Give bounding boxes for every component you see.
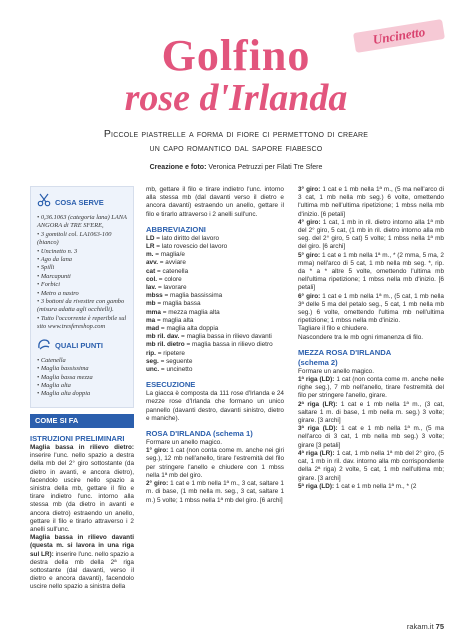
middle-column — [146, 186, 284, 505]
stitch-item: • Catenella — [37, 356, 66, 364]
abbreviation-row: avv. = avviare — [146, 259, 186, 267]
material-item: • 3 bottoni da rivestire con gambo (misura adatta agli occhielli). — [37, 298, 125, 314]
abbreviation-definition: lato rovescio del lavoro — [161, 243, 228, 251]
abbreviation-term: cat — [146, 267, 156, 275]
abbreviation-term: mad — [146, 325, 160, 333]
mezza-rosa-subheading: (schema 2) — [298, 357, 338, 367]
row-text: 1 cat e 1 mb nella 1ª m., * (2 — [334, 482, 417, 490]
subtitle — [40, 127, 432, 155]
abbreviation-row: rip. = ripetere — [146, 349, 185, 357]
abbreviation-term: mbss — [146, 292, 163, 300]
esecuzione-heading: ESECUZIONE — [146, 380, 196, 390]
row-text: 1 cat (non conta come m. anche nelle righe seg.), 7 mb nell'anello, tirare l'estremità del filo per stringere l'anello, girare. — [298, 376, 444, 400]
site-name: rakam.it — [406, 622, 434, 631]
instruction-term: Maglia bassa in rilievo davanti (questa m. si lavora in una riga sul LR): — [30, 534, 134, 558]
material-item: • 3 gomitoli col. LA1063-100 (bianco) — [37, 230, 112, 247]
round-text: 1 cat e 1 mb nella 1ª m., 3 cat, saltare 1 m. di base, (1 mb nella m. seg., 3 cat, saltare 1 m.) 5 volte; 1 mbss nella 1ª mb del giro. [6 archi] — [146, 480, 284, 504]
instruction-term: Maglia bassa in rilievo dietro: — [30, 444, 134, 451]
instruction-text: inserire l'unc. nello spazio a destra della mb della 2ª riga sottostante (dal davanti, verso il dietro e ancora davanti), facendolo uscire nello spazio a sinistra della — [30, 550, 134, 591]
row-label: 3ª riga (LD): — [298, 425, 338, 433]
abbreviation-row: mb ril. dav. = maglia bassa in rilievo davanti — [146, 333, 272, 341]
subtitle-line-2: un capo romantico dal sapore fiabesco — [149, 142, 323, 154]
stitch-item: • Maglia alta doppia — [37, 390, 91, 398]
round-6 — [298, 293, 444, 326]
abbreviation-term: rip. — [146, 349, 156, 357]
abbreviation-definition: uncinetto — [166, 366, 193, 374]
mezza-rosa-heading: MEZZA ROSA D'IRLANDA — [298, 347, 392, 357]
close-instruction: Tagliare il filo e chiudere. — [298, 325, 369, 333]
come-si-fa-heading: COME SI FA — [30, 414, 134, 428]
istruzioni-heading: ISTRUZIONI PRELIMINARI — [30, 434, 125, 443]
row-1 — [298, 376, 444, 401]
mezza-intro: Formare un anello magico. — [298, 367, 375, 375]
abbreviation-row: mb ril. dietro = maglia bassa in rilievo dietro — [146, 341, 273, 349]
material-item: • Uncinetto n. 3 — [37, 247, 78, 255]
stitch-item: • Maglia bassissima — [37, 365, 89, 373]
abbreviation-definition: maglia alta doppia — [166, 325, 219, 333]
stitch-item: • Maglia bassa mezza — [37, 373, 93, 381]
abbreviation-row: mma = mezza maglia alta — [146, 308, 220, 316]
left-column — [30, 186, 134, 592]
abbreviation-definition: maglia alta — [162, 316, 194, 324]
round-label: 3° giro: — [298, 186, 321, 193]
abbreviation-row: m. = maglia/e — [146, 251, 185, 259]
abbreviation-definition: catenella — [162, 267, 189, 275]
subtitle-line-1: Piccole piastrelle a forma di fiore ci permettono di creare — [103, 128, 369, 140]
category-badge: Uncinetto — [353, 19, 445, 53]
credits — [0, 163, 472, 172]
abbreviation-definition: lato diritto del lavoro — [161, 234, 220, 242]
abbreviation-term: mb — [146, 300, 156, 308]
abbreviation-definition: maglia bassa — [162, 300, 201, 308]
abbreviation-row: LD = lato diritto del lavoro — [146, 234, 220, 242]
abbreviation-row: mad = maglia alta doppia — [146, 325, 219, 333]
esecuzione-text: La giacca è composta da 111 rose d'Irlanda e 24 mezze rose d'Irlanda che formano un unico pannello (davanti destro, davanti sinistro, dietro e maniche). — [146, 390, 284, 422]
row-label: 1ª riga (LD): — [298, 376, 335, 384]
abbreviation-definition: lavorare — [163, 284, 187, 292]
abbreviation-definition: maglia/e — [160, 251, 185, 259]
abbreviation-definition: mezza maglia alta — [168, 308, 220, 316]
abbreviation-term: ma — [146, 316, 156, 324]
abbreviation-definition: avviare — [165, 259, 186, 267]
hook-icon — [37, 337, 51, 355]
round-1 — [146, 447, 284, 480]
credits-text: Veronica Petruzzi per Filati Tre Sfere — [206, 164, 323, 171]
round-5 — [298, 252, 444, 293]
abbreviation-definition: maglia bassa in rilievo davanti — [186, 333, 272, 341]
credits-label: Creazione e foto: — [149, 164, 207, 171]
abbreviation-definition: colore — [164, 275, 182, 283]
abbreviation-term: m. — [146, 251, 154, 259]
abbreviations-list — [146, 235, 284, 374]
round-text: 1 cat e 1 mb nella 1ª m., (5 cat, 1 mb nella 3ª delle 5 ma del petalo seg., 5 cat, 1 mb nella mb seg.) 6 volte, omettendo l'ultima mb nell'ultima ripetizione; 1 mbss nella mb d'inizio. — [298, 292, 444, 325]
instruction-paragraph-1 — [30, 444, 134, 534]
row-text: 1 cat e 1 mb nella 1ª m., (5 ma nell'arco di 3 cat, 1 mb nella mb seg.) 3 volte; girare [3 petali] — [298, 425, 444, 449]
row-text: 1 cat e 1 mb nella 1ª m., (3 cat, saltare 1 m. di base, 1 mb nella m. seg.) 3 volte; girare. [3 archi] — [298, 400, 444, 425]
material-item: • 0,36.1063 (categoria lana) LANA ANGORA di TRE SFERE, — [37, 214, 127, 230]
abbreviation-term: seg. — [146, 357, 159, 365]
rosa-heading: ROSA D'IRLANDA (schema 1) — [146, 429, 253, 439]
cosa-serve-label: COSA SERVE — [55, 198, 104, 207]
abbreviation-term: LD — [146, 234, 155, 242]
continued-paragraph: mb, gettare il filo e tirare indietro l'unc. intorno alla stessa mb (dal davanti verso il dietro e ancora davanti) estraendo un anello, gettare il filo e tirarlo attraverso i 2 anelli sull'unc. — [146, 186, 284, 218]
row-text: 1 cat, 1 mb nella 1ª mb del 2° giro, (5 cat, 1 mb in ril. dav. intorno alla mb corrispondente della 2ª riga) 2 volte, 5 cat, 1 mb nell'ultima mb; girare. [3 archi] — [298, 449, 444, 482]
round-3 — [298, 186, 444, 219]
abbreviation-row: LR = lato rovescio del lavoro — [146, 243, 228, 251]
abbreviation-row: unc. = uncinetto — [146, 366, 193, 374]
material-item: • Ago da lana — [37, 256, 72, 264]
abbreviation-row: mb = maglia bassa — [146, 300, 201, 308]
abbreviation-definition: ripetere — [163, 349, 185, 357]
abbreviation-term: mma — [146, 308, 161, 316]
abbreviation-row: lav. = lavorare — [146, 284, 187, 292]
material-item: • Spilli — [37, 264, 55, 272]
quali-punti-heading — [37, 337, 128, 355]
abbreviation-term: unc. — [146, 366, 160, 374]
row-3 — [298, 425, 444, 450]
abbreviation-row: cat = catenella — [146, 267, 189, 275]
round-text: 1 cat (non conta come m. anche nei giri seg.), 12 mb nell'anello, tirare l'estremità del filo per stringere l'anello e chiudere con 1 mbss nella 1ª mb del giro. — [146, 447, 284, 479]
abbreviation-term: avv. — [146, 259, 158, 267]
abbreviation-term: mb ril. dav. — [146, 333, 180, 341]
round-text: 1 cat e 1 mb nella 1ª m., (5 ma nell'arco di 3 cat, 1 mb nella mb seg.) 6 volte, omettendo l'ultima mb nell'ultima ripetizione; 1 mbss nella mb d'inizio. [6 petali] — [298, 186, 444, 218]
abbreviation-definition: maglia bassissima — [170, 292, 223, 300]
instruction-text: inserire l'unc. nello spazio a destra della mb del 2° giro sottostante (da dietro in avanti, e ancora dietro), facendolo uscire nello spazio a sinistra della mb, gettare il filo e tirare indietro l'unc. intorno alla stessa mb (da dietro in avanti e ancora dietro) estraendo un anello, gettare il filo e tirarlo attraverso i 2 anelli sull'unc. — [30, 452, 134, 534]
abbreviation-definition: maglia bassa in rilievo dietro — [192, 341, 273, 349]
finish-instruction: Nascondere tra le mb ogni rimanenza di filo. — [298, 333, 424, 341]
scissors-icon — [37, 193, 51, 212]
abbreviation-term: lav. — [146, 284, 157, 292]
abbreviations-heading: ABBREVIAZIONI — [146, 224, 206, 234]
row-5 — [298, 483, 444, 491]
row-4 — [298, 450, 444, 483]
material-item: • Tutto l'occorrente è reperibile sul sito www.tresfereshop.com — [37, 314, 127, 331]
rosa-intro: Formare un anello magico. — [146, 439, 223, 447]
abbreviation-row: ma = maglia alta — [146, 316, 194, 324]
round-label: 1° giro: — [146, 447, 169, 455]
title-line-2: rose d'Irlanda — [124, 77, 348, 119]
material-item: • Marcapunti — [37, 272, 71, 280]
cosa-serve-heading — [37, 193, 128, 212]
materials-box — [30, 186, 134, 408]
title-line-1: Golfino — [161, 31, 311, 80]
right-column — [298, 186, 444, 491]
row-label: 2ª riga (LR): — [298, 400, 338, 408]
stitch-item: • Maglia alta — [37, 381, 71, 389]
abbreviation-row: seg. = seguente — [146, 357, 193, 365]
abbreviation-term: LR — [146, 243, 155, 251]
row-label: 5ª riga (LD): — [298, 482, 335, 490]
round-text: 1 cat, 1 mb in ril. dietro intorno alla 1ª mb del 2° giro, 5 cat, (1 mb in ril. dietro intorno alla mb seg. del 2° giro, 5 cat) 5 volte; 1 mbss nella 1ª mb del giro. [6 archi] — [298, 218, 444, 251]
abbreviation-term: col. — [146, 275, 158, 283]
quali-punti-label: QUALI PUNTI — [55, 341, 103, 351]
row-label: 4ª riga (LR): — [298, 449, 335, 457]
instruction-paragraph-2 — [30, 534, 134, 591]
material-item: • Metro a nastro — [37, 289, 79, 297]
round-text: 1 cat e 1 mb nella 1ª m., * (2 mma, 5 ma, 2 mma) nell'arco di 5 cat, 1 mb nella mb seg. *, rip. da * a * altre 5 volte, omettendo l'ultima mb nell'ultima ripetizione; 1 mbss nella mb d'inizio. [6 petali] — [298, 251, 444, 292]
abbreviation-row: mbss = maglia bassissima — [146, 292, 223, 300]
abbreviation-definition: seguente — [166, 357, 193, 365]
page-footer — [407, 622, 444, 631]
round-label: 6° giro: — [298, 292, 321, 300]
round-label: 2° giro: — [146, 480, 169, 488]
row-2 — [298, 401, 444, 426]
round-label: 5° giro: — [298, 251, 321, 259]
material-item: • Forbici — [37, 281, 61, 289]
page-number: 75 — [435, 622, 444, 631]
abbreviation-row: col. = colore — [146, 275, 182, 283]
round-4 — [298, 219, 444, 252]
round-2 — [146, 480, 284, 505]
round-label: 4° giro: — [298, 218, 321, 226]
abbreviation-term: mb ril. dietro — [146, 341, 185, 349]
